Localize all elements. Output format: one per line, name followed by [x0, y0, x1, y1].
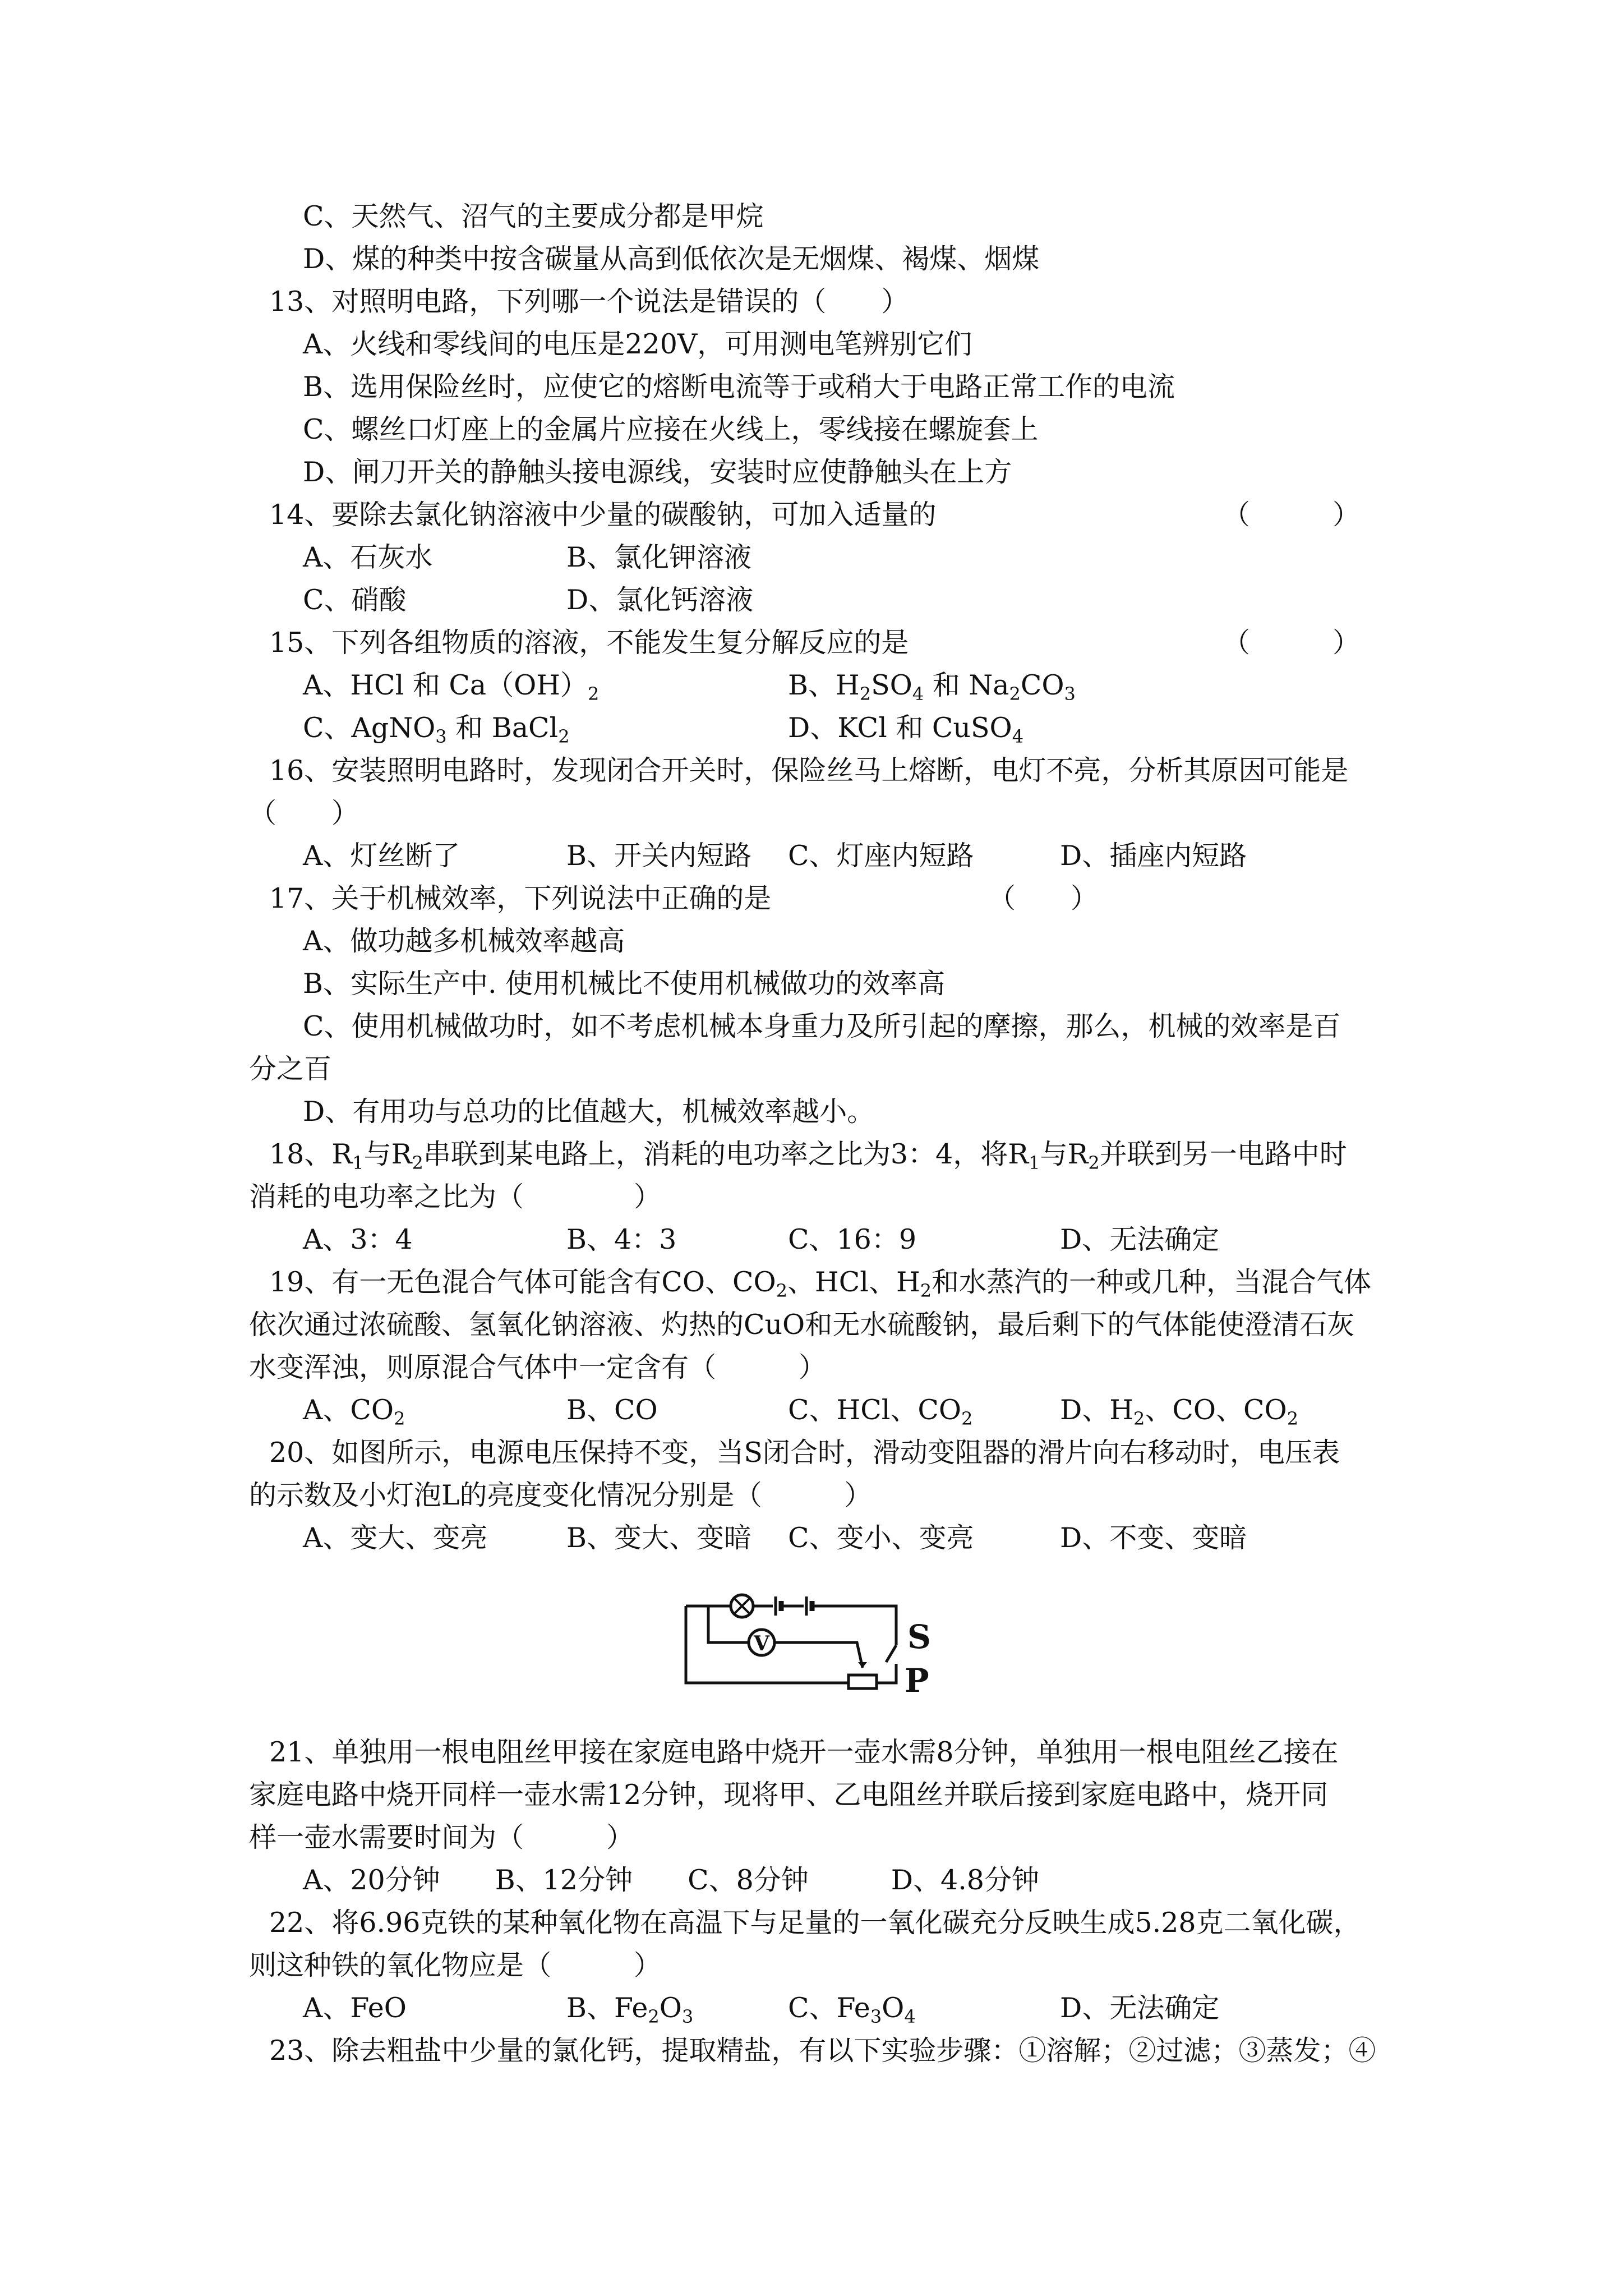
question-22: 22、将6.96克铁的某种氧化物在高温下与足量的一氧化碳充分反映生成5.28克二氧化碳， — [269, 1907, 1361, 1939]
voltmeter-icon — [749, 1630, 774, 1655]
q20-option-c: C、变小、变亮 — [788, 1522, 974, 1554]
q15-answer-paren: （ ） — [1223, 627, 1361, 659]
q17-option-b: B、实际生产中. 使用机械比不使用机械做功的效率高 — [303, 968, 946, 1000]
circuit-diagram — [683, 1592, 952, 1693]
q20-option-d: D、不变、变暗 — [1060, 1522, 1247, 1554]
q22-option-d: D、无法确定 — [1060, 1992, 1220, 2024]
question-13: 13、对照明电路，下列哪一个说法是错误的（ ） — [269, 286, 909, 318]
question-15: 15、下列各组物质的溶液，不能发生复分解反应的是 — [269, 627, 909, 659]
q16-option-c: C、灯座内短路 — [788, 840, 974, 872]
q16-option-d: D、插座内短路 — [1060, 840, 1247, 872]
q20-option-a: A、变大、变亮 — [303, 1522, 488, 1554]
q17-option-c: C、使用机械做功时，如不考虑机械本身重力及所引起的摩擦，那么，机械的效率是百 — [303, 1010, 1341, 1042]
q18-option-d: D、无法确定 — [1060, 1223, 1220, 1255]
q17-option-d: D、有用功与总功的比值越大，机械效率越小。 — [303, 1096, 875, 1128]
q13-option-c: C、螺丝口灯座上的金属片应接在火线上，零线接在螺旋套上 — [303, 413, 1039, 445]
slider-label: P — [905, 1662, 929, 1693]
switch-label: S — [907, 1618, 931, 1656]
q18-option-b: B、4：3 — [566, 1223, 677, 1255]
q15-option-d: D、KCl 和 CuSO$_4$ — [788, 712, 1024, 747]
q14-option-d: D、氯化钙溶液 — [566, 584, 754, 616]
question-21-cont2: 样一壶水需要时间为（ ） — [249, 1821, 634, 1853]
q17-option-a: A、做功越多机械效率越高 — [303, 925, 625, 957]
question-16: 16、安装照明电路时，发现闭合开关时，保险丝马上熔断，电灯不亮，分析其原因可能是 — [269, 754, 1349, 786]
question-19-cont2: 水变浑浊，则原混合气体中一定含有（ ） — [249, 1351, 827, 1383]
q15-option-c: C、AgNO$_3$ 和 BaCl$_2$ — [303, 712, 570, 747]
q13-option-a: A、火线和零线间的电压是220V，可用测电笔辨别它们 — [303, 328, 972, 360]
q19-option-c: C、HCl、$CO_2$ — [788, 1394, 973, 1429]
q18-option-c: C、16：9 — [788, 1223, 917, 1255]
question-17: 17、关于机械效率，下列说法中正确的是 — [269, 882, 772, 914]
lamp-icon — [731, 1595, 753, 1617]
question-23: 23、除去粗盐中少量的氯化钙，提取精盐，有以下实验步骤：①溶解；②过滤；③蒸发；④ — [269, 2035, 1376, 2067]
q17-answer-paren: （ ） — [988, 882, 1099, 914]
q15-option-b: B、$H_2SO_4$ 和 $Na_2CO_3$ — [788, 669, 1076, 705]
switch-icon — [886, 1645, 896, 1673]
question-19: 19、有一无色混合气体可能含有CO、$CO_2$、HCl、$H_2$和水蒸汽的一种或几种，当混合气体 — [269, 1266, 1372, 1301]
q18-option-a: A、3：4 — [303, 1223, 413, 1255]
rheostat-icon — [849, 1662, 877, 1688]
q13-option-b: B、选用保险丝时，应使它的熔断电流等于或稍大于电路正常工作的电流 — [303, 371, 1175, 403]
q16-option-b: B、开关内短路 — [566, 840, 752, 872]
question-21: 21、单独用一根电阻丝甲接在家庭电路中烧开一壶水需8分钟，单独用一根电阻丝乙接在 — [269, 1736, 1339, 1768]
q21-options: A、20分钟 B、12分钟 C、8分钟 D、4.8分钟 — [303, 1864, 1039, 1896]
q22-option-a: A、FeO — [303, 1992, 407, 2024]
question-18: 18、$R_1$与$R_2$串联到某电路上，消耗的电功率之比为3：4，将$R_1$与$R_2$并联到另一电路中时 — [269, 1138, 1347, 1174]
q14-option-c: C、硝酸 — [303, 584, 407, 616]
q13-option-d: D、闸刀开关的静触头接电源线，安装时应使静触头在上方 — [303, 456, 1012, 488]
q14-option-a: A、石灰水 — [303, 541, 433, 573]
q14-answer-paren: （ ） — [1223, 499, 1361, 531]
q22-option-c: C、$Fe_3O_4$ — [788, 1992, 916, 2027]
q19-option-a: A、$CO_2$ — [303, 1394, 405, 1429]
q15-option-a: A、HCl 和 $Ca(OH)_2$ — [303, 669, 600, 705]
q16-answer-paren: （ ） — [249, 797, 359, 829]
q19-option-b: B、CO — [566, 1394, 658, 1426]
slider-arrow-icon — [858, 1662, 867, 1668]
question-20-cont: 的示数及小灯泡L的亮度变化情况分别是（ ） — [249, 1479, 872, 1511]
q17-option-c-cont: 分之百 — [249, 1053, 332, 1085]
q14-option-b: B、氯化钾溶液 — [566, 541, 752, 573]
question-18-cont: 消耗的电功率之比为（ ） — [249, 1181, 662, 1213]
question-14: 14、要除去氯化钠溶液中少量的碳酸钠，可加入适量的 — [269, 499, 937, 531]
option-d-line: D、煤的种类中按含碳量从高到低依次是无烟煤、褐煤、烟煤 — [303, 243, 1040, 275]
question-22-cont: 则这种铁的氧化物应是（ ） — [249, 1949, 662, 1981]
q16-option-a: A、灯丝断了 — [303, 840, 460, 872]
q20-option-b: B、变大、变暗 — [566, 1522, 752, 1554]
question-20: 20、如图所示，电源电压保持不变，当S闭合时，滑动变阻器的滑片向右移动时，电压表 — [269, 1437, 1340, 1469]
voltmeter-label: V — [754, 1632, 769, 1655]
q19-option-d: D、$H_2$、CO、$CO_2$ — [1060, 1394, 1299, 1429]
question-21-cont1: 家庭电路中烧开同样一壶水需12分钟，现将甲、乙电阻丝并联后接到家庭电路中，烧开同 — [249, 1779, 1329, 1811]
question-19-cont1: 依次通过浓硫酸、氢氧化钠溶液、灼热的CuO和无水硫酸钠，最后剩下的气体能使澄清石灰 — [249, 1309, 1355, 1341]
q22-option-b: B、$Fe_2O_3$ — [566, 1992, 694, 2027]
option-c-line: C、天然气、沼气的主要成分都是甲烷 — [303, 200, 764, 232]
